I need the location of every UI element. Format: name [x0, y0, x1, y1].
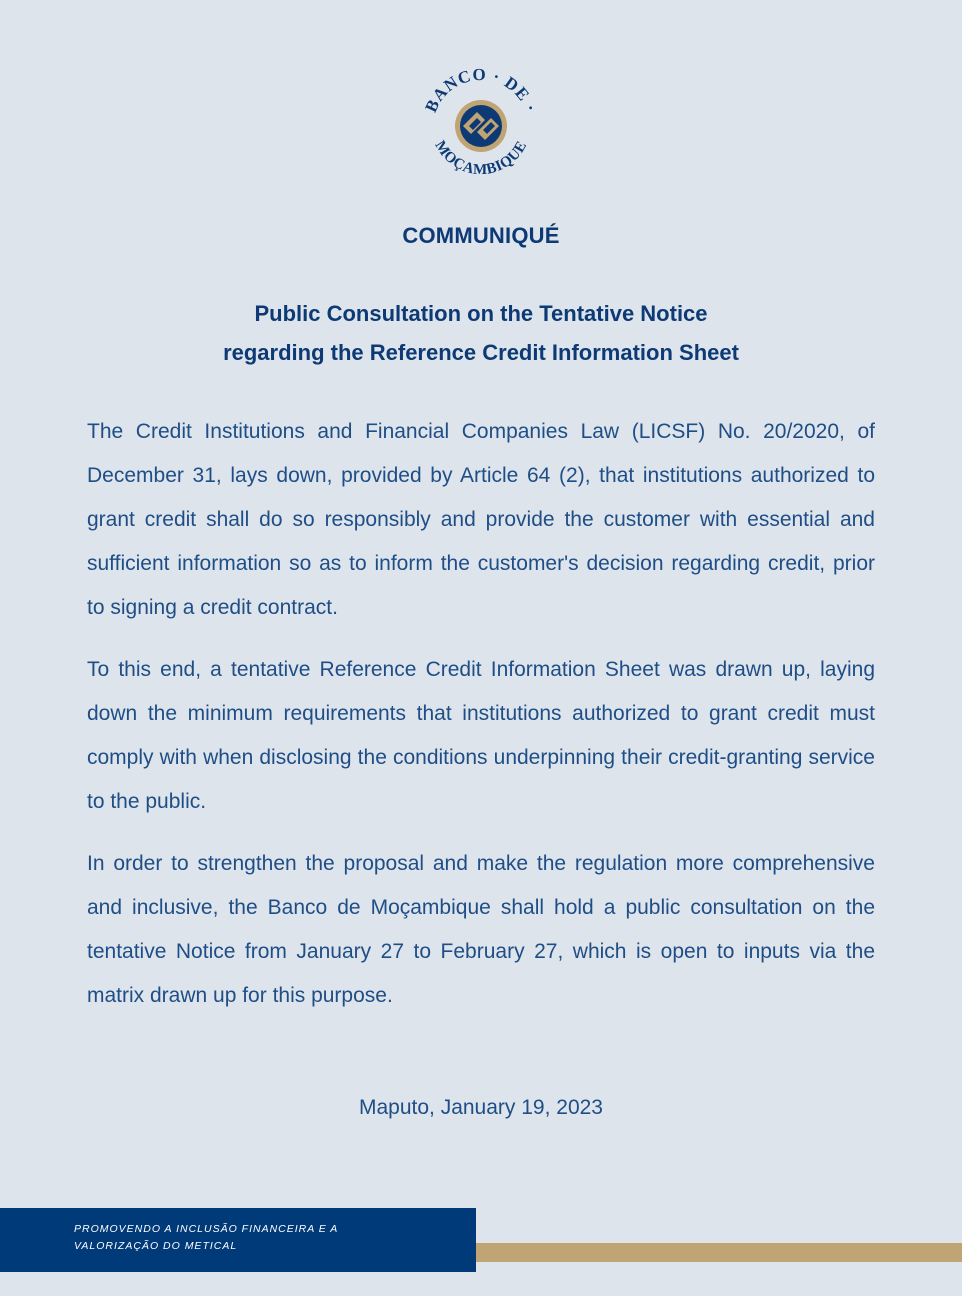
logo-emblem-icon — [455, 100, 507, 152]
body-paragraph-1: The Credit Institutions and Financial Companies Law (LICSF) No. 20/2020, of December 31, lays down, provided by Article 64 (2), that institutions authorized to grant credit shall do so responsibly and provide the customer with essential and sufficient information so as to inform the customer's decision regarding credit, prior to signing a credit contract. — [87, 420, 875, 619]
date-line: Maputo, January 19, 2023 — [358, 1096, 603, 1119]
title-line-1: Public Consultation on the Tentative Notice — [254, 301, 708, 326]
communique-body — [87, 410, 875, 1036]
footer-slogan — [74, 1221, 454, 1255]
logo-text-top: BANCO · DE · — [421, 66, 541, 116]
slogan-line-2: VALORIZAÇÃO DO METICAL — [74, 1240, 238, 1252]
logo-text-bottom: MOÇAMBIQUE — [431, 138, 531, 179]
communique-label: COMMUNIQUÉ — [402, 223, 560, 248]
banco-de-mocambique-logo — [419, 66, 543, 184]
body-paragraph-3: In order to strengthen the proposal and make the regulation more comprehensive and inclusive, the Banco de Moçambique shall hold a public consultation on the tentative Notice from January 27 to February 27, which is open to inputs via the matrix drawn up for this purpose. — [87, 852, 875, 1007]
communique-title — [0, 294, 962, 372]
slogan-line-1: PROMOVENDO A INCLUSÃO FINANCEIRA E A — [74, 1223, 339, 1235]
body-paragraph-2: To this end, a tentative Reference Credit Information Sheet was drawn up, laying down the minimum requirements that institutions authorized to grant credit must comply with when disclosing the conditions underpinning their credit-granting service to the public. — [87, 658, 875, 813]
title-line-2: regarding the Reference Credit Information Sheet — [223, 340, 739, 365]
